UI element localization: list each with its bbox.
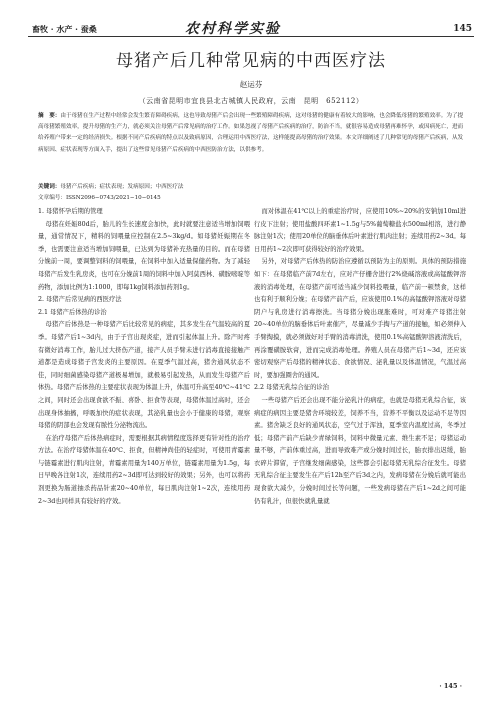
keywords bbox=[38, 182, 466, 193]
footer-page-number: · 145 · bbox=[439, 682, 462, 690]
abstract-label: 摘 要： bbox=[38, 113, 61, 119]
keywords-text: 母猪产后疾病；症状表现；发病原因；中西医疗法 bbox=[60, 184, 184, 190]
section-label: 畜牧 · 水产 · 蚕桑 bbox=[32, 24, 97, 34]
section-heading: 2.2 母猪无乳综合征的诊治 bbox=[254, 384, 329, 392]
article-title: 母猪产后几种常见病的中西医疗法 bbox=[116, 51, 386, 71]
body-paragraph: 一些母猪产后还会出现不能分泌乳汁的病症，也就是母猪无乳综合征，该病症的病因主要是猪舍环境较差，饲养不当，营养不平衡以及运动不足等因素。猪舍缺乏良好的通风状态，空气过于浑浊，夏季室内温度过高，冬季过低；母猪产前产后缺少青绿饲料，饲料中微量元素、维生素不足；母猪运动量不够，产前体重过高，进而导致难产或分娩时间过长，胎衣排出迟缓，胎衣碎片滞留，子宫继发细菌感染，这些都会引起母猪无乳综合征发生。母猪无乳综合征主要发生在产后12h至产后3d之内，发病母猪在分娩后就可能出现食欲大减少，分娩时间过长等问题，一些发病母猪在产后1~2d之间可能仍有乳汁，但很快就乳量就 bbox=[254, 396, 466, 505]
body-paragraph: 母猪产后体热是一种母猪产后比较常见的病症，其多发生在气温较高的夏季。母猪产后1~3d内，由于子宫出现炎症，进而引起体温上升。除产时疼有微好消毒工作，胎儿过大挤伤产道，接产人员手臂未进行消毒直接接触产道都是造成母猪子宫发炎的主要原因。在夏季气温过高，猪舍通风状态不佳，同时细菌感染母猪产道极易增加，就极易引起发热，从而发生母猪产后体热。母猪产后体热的主要症状表现为体温上升，体温可升高至40℃~41℃之间，同时还会出现食欲不振、喜卧、拒食等表现，母猪体温过高时，还会出现身体抽搐，呼吸加快的症状表现，其泌乳量也会小于健康的母猪，观察母猪的阴部也会发现有脓性分泌物流出。 bbox=[38, 321, 250, 430]
article-affiliation: （云南省昆明市宜良县北古城镇人民政府，云南 昆明 652112） bbox=[138, 97, 364, 105]
left-column bbox=[38, 206, 250, 508]
article-author: 赵运芬 bbox=[239, 80, 263, 89]
section-heading: 2. 母猪产后常见病的西医疗法 bbox=[38, 296, 122, 304]
body-paragraph: 母猪在妊娠80d后，胎儿的生长速度会加快，此时就要注意适当增加饲喂量，通常情况下，精料的饲喂量应控制在2.5~3kg/d。如母猪妊娠期在冬季，也需要注意适当增加饲喂量，已达到为母猪补充热量的目的。而在母猪分娩前一周，要调整饲料的饲喂量，在饲料中加入适量保健药物。为了减轻母猪产后发生乳房炎，也可在分娩前1周的饲料中加入阿莫西林、磺胺嘧啶等药物，添加比例为1:1000，即每1kg饲料添加药剂1g。 bbox=[38, 220, 250, 291]
header-page-number: 145 bbox=[453, 24, 472, 34]
section-heading: 1. 母猪怀孕后期的管理 bbox=[38, 208, 103, 215]
page-header bbox=[0, 0, 502, 40]
right-column bbox=[254, 206, 466, 508]
body-paragraph: 在治疗母猪产后体热病症时，需要根据其病情程度选择更有针对性的治疗方法。在治疗母猪体温在40℃、拒食，但精神尚佳的轻症时，可使用青霉素与链霉素进行肌肉注射，青霉素用量为140万单位，链霉素用量为1.5g，每日早晚各注射1次，连续用药2~3d即可达到较好的效果；另外，也可以将药剂更换为肠道抽杀药品针素20~40单位，每日肌肉注射1~2次，连续用药2~3d也同样具有较好的疗效。 bbox=[38, 434, 250, 505]
keywords-label: 关键词： bbox=[38, 184, 61, 190]
body-paragraph: 而对体温在41℃以上的重症治疗时，应使用10%~20%的安钠加10ml进行皮下注射；使用盐酸四环素1~1.5g与5%葡萄糖盐水500ml相溶，进行静脉注射1次；使用20单位的脑垂体后叶素进行肌肉注射；连续用药2~3d。每日用药1~2次即可获得较好的治疗效果。 bbox=[254, 208, 466, 253]
journal-name: 农村科学实验 bbox=[185, 21, 281, 37]
abstract bbox=[38, 111, 466, 156]
article-number: 文章编号：ISSN2096−0743/2021−10−0145 bbox=[38, 195, 161, 201]
abstract-text: 由于母猪在生产过程中经常会发生繁育障碍疾病，这也导致母猪产后会出现一些繁殖障碍疾病，这对母猪的健康有着较大的影响，也会降低母猪的繁殖效率。为了提高母猪繁殖效率，提升母猪的生产力，就必须关注母猪产后常见病的治疗工作。如果忽视了母猪产后疾病的治疗，防治不当，就很容易造成母猪再难怀孕，或因病死亡，进而给养殖户带来一定的经济损失。根据不同产后疾病的特点以及致病原因，合理运用中西医疗法，这样能提高母猪的治疗效果。本文详细阐述了几种常见的母猪产后疾病，从发病原因、症状表现等方面入手，提出了这些常见母猪产后疾病的中西医防治方法，以供参考。 bbox=[38, 113, 464, 153]
header-divider bbox=[28, 36, 474, 37]
body-paragraph: 另外，对母猪产后体热的防治应遵循以预防为主的原则。具体的预防措施如下：在母猪临产前7d左右，应对产仔栅舍进行2%烧碱溶液或高锰酸钾溶液的消毒处理，在母猪产前可适当减少饲料投喂量，临产前一顿禁食，这样也有利于顺利分娩；在母猪产前产后，应该使用0.1%的高锰酸钾溶液对母猪阴户与乳房进行消毒擦洗。当母猪分娩出现胀难时，可对难产母猪注射20~40单位的脑垂体后叶素催产，尽量减少手掏与产道的接触，如必须伸入手臂掏摸，就必须做好对手臂的消毒清洗，使用0.1%高锰酸钾溶液清洗后，再涂覆磺胺软膏，进而完成消毒处理。养殖人员在母猪产后1~3d，还应该密切观察产后母猪的精神状态、食欲情况、泌乳量以及体温情况，气温过高时，要加强圈舍的通风。 bbox=[254, 258, 466, 379]
section-heading: 2.1 母猪产后体热的诊治 bbox=[38, 308, 107, 316]
